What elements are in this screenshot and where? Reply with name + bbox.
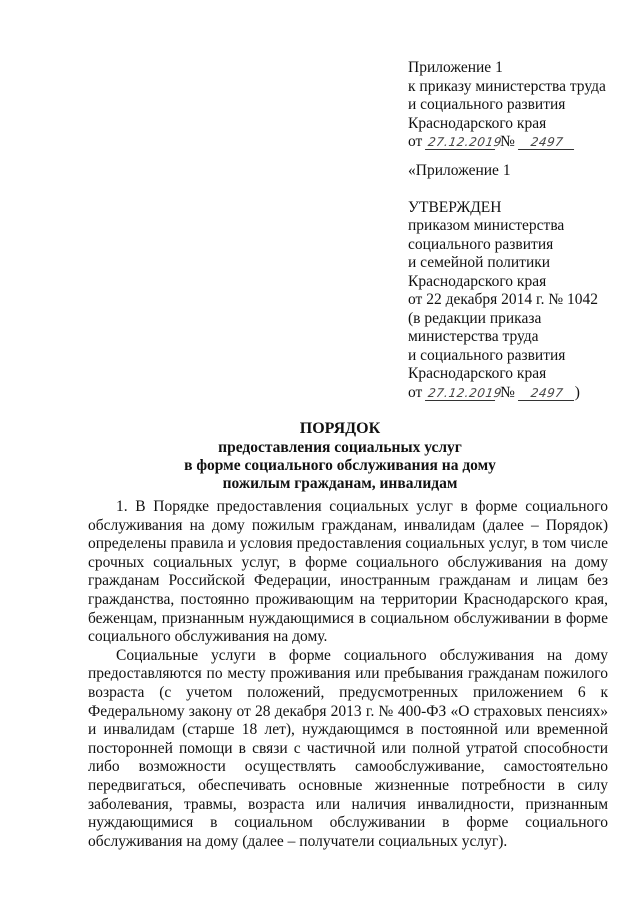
approved-line: министерства труда — [408, 328, 539, 345]
date-prefix: от — [408, 383, 423, 401]
appendix-header-date-line — [408, 133, 606, 152]
handwritten-date: 27.12.2019 — [425, 135, 497, 150]
closing-paren: ) — [574, 383, 580, 401]
title-subtitle-line: предоставления социальных услуг — [218, 439, 462, 456]
title-main: ПОРЯДОК — [299, 420, 381, 437]
approved-line: (в редакции приказа — [408, 309, 542, 327]
approved-line: социального развития — [408, 235, 554, 253]
appendix-header-line: Краснодарского края — [408, 114, 547, 132]
spacer — [408, 181, 598, 199]
approved-label: УТВЕРЖДЕН — [408, 198, 502, 216]
title-subtitle-line: пожилым гражданам, инвалидам — [222, 475, 458, 492]
appendix-label: «Приложение 1 — [408, 162, 511, 179]
title-subtitle-line: в форме социального обслуживания на дому — [184, 457, 496, 474]
document-body — [88, 498, 608, 851]
handwritten-number: 2497 — [518, 386, 576, 401]
approved-line: приказом министерства — [408, 217, 565, 234]
approved-line: и социального развития — [408, 346, 566, 364]
approved-line: Краснодарского края — [408, 272, 547, 290]
approved-block — [408, 162, 598, 402]
appendix-header-line: Приложение 1 — [408, 59, 503, 76]
approved-date-line — [408, 384, 598, 403]
approved-line: от 22 декабря 2014 г. № 1042 — [408, 291, 599, 308]
document-title — [60, 420, 620, 493]
number-prefix: № — [500, 133, 515, 150]
handwritten-number: 2497 — [518, 135, 576, 150]
appendix-header — [408, 59, 606, 152]
date-prefix: от — [408, 133, 423, 150]
body-paragraph: 1. В Порядке предоставления социальных услуг в форме социального обслуживания на дому пожилым гражданам, инвалидам (далее – Порядок) определены правила и условия предоставления социальных услуг, в том числе срочных социальных услуг, в форме социального обслуживания на дому гражданам Российской Федерации, иностранным гражданам и лицам без гражданства, постоянно проживающим на территории Краснодарского края, беженцам, признанным нуждающимися в социальном обслуживании в форме социального обслуживания на дому. — [88, 498, 608, 646]
appendix-header-line: и социального развития — [408, 96, 566, 113]
number-prefix: № — [500, 383, 515, 401]
handwritten-date: 27.12.2019 — [425, 386, 497, 401]
appendix-header-line: к приказу министерства труда — [408, 77, 606, 95]
approved-line: и семейной политики — [408, 254, 551, 271]
body-paragraph: Социальные услуги в форме социального обслуживания на дому предоставляются по месту проживания или пребывания гражданам пожилого возраста (с учетом положений, предусмотренных приложением 6 к Федеральному закону от 28 декабря 2013 г. № 400-ФЗ «О страховых пенсиях» и инвалидам (старше 18 лет), нуждающимся в постоянной или временной посторонней помощи в связи с частичной или полной утратой способности либо возможности осуществлять самообслуживание, самостоятельно передвигаться, обеспечивать основные жизненные потребности в силу заболевания, травмы, возраста или наличия инвалидности, признанным нуждающимися в социальном обслуживании в форме социального обслуживания на дому (далее – получатели социальных услуг). — [88, 646, 608, 850]
approved-line: Краснодарского края — [408, 365, 547, 382]
